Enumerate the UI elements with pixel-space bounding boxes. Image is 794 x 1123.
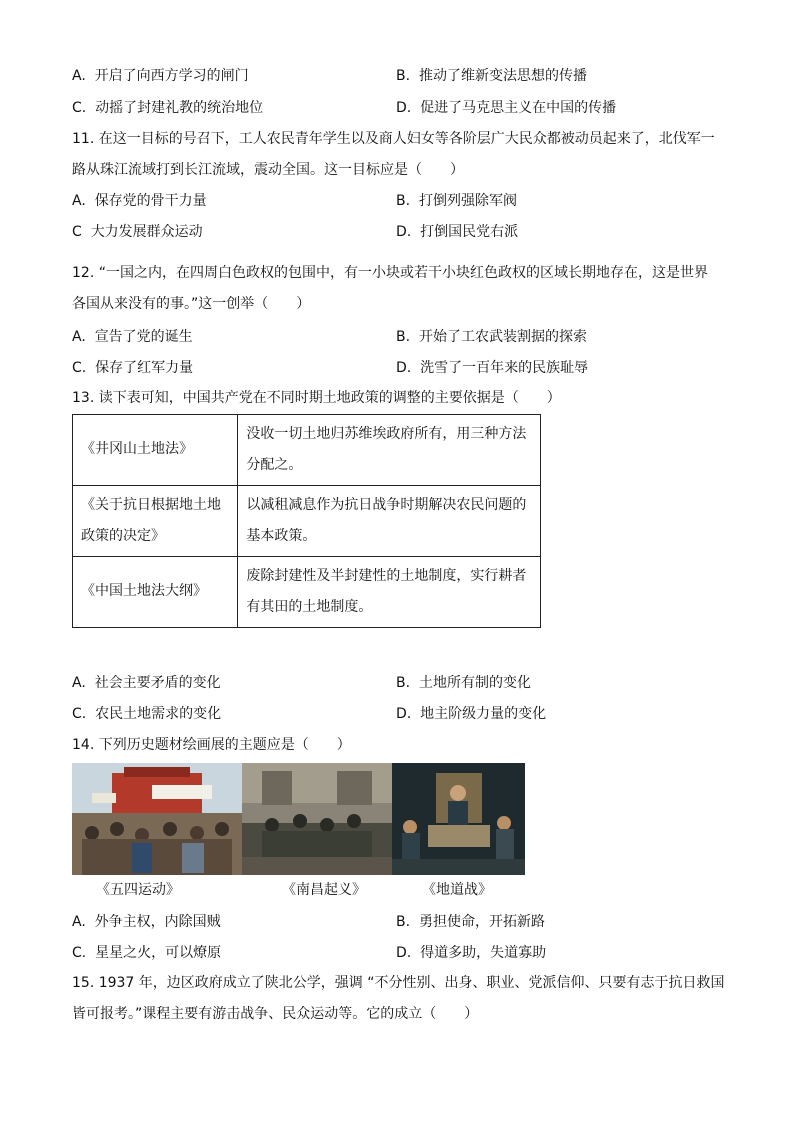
table-cell-desc: 以减租减息作为抗日战争时期解决农民问题的 基本政策。 bbox=[238, 486, 541, 557]
q11-option-b[interactable]: B. 打倒列强除军阀 bbox=[396, 193, 517, 209]
q14-option-d[interactable]: D. 得道多助，失道寡助 bbox=[396, 945, 547, 961]
table-cell-name: 《中国土地法大纲》 bbox=[73, 557, 238, 628]
q13-options-row-1 bbox=[72, 672, 722, 694]
q11-option-c[interactable]: C 大力发展群众运动 bbox=[72, 224, 203, 240]
q12-options-row-1 bbox=[72, 326, 722, 348]
table-cell-desc: 废除封建性及半封建性的土地制度，实行耕者 有其田的土地制度。 bbox=[238, 557, 541, 628]
table-cell-name: 《井冈山土地法》 bbox=[73, 415, 238, 486]
q13-stem: 13. 读下表可知，中国共产党在不同时期土地政策的调整的主要依据是（ ） bbox=[72, 390, 561, 406]
q10-option-a[interactable]: A. 开启了向西方学习的闸门 bbox=[72, 68, 249, 84]
q11-option-a[interactable]: A. 保存党的骨干力量 bbox=[72, 193, 207, 209]
q14-stem: 14. 下列历史题材绘画展的主题应是（ ） bbox=[72, 737, 351, 753]
table-row bbox=[73, 557, 541, 628]
q12-option-b[interactable]: B. 开始了工农武装割据的探索 bbox=[396, 329, 587, 345]
land-policy-table bbox=[72, 414, 541, 628]
table-row bbox=[73, 415, 541, 486]
painting-nanchang-uprising-image bbox=[242, 763, 392, 875]
q12-option-c[interactable]: C. 保存了红军力量 bbox=[72, 360, 194, 376]
q13-option-a[interactable]: A. 社会主要矛盾的变化 bbox=[72, 675, 221, 691]
q14-options-row-2 bbox=[72, 942, 722, 964]
q13-options-row-2 bbox=[72, 703, 722, 725]
painting-caption: 《五四运动》 bbox=[96, 882, 180, 898]
painting-tunnel-warfare-image bbox=[392, 763, 525, 875]
q13-option-d[interactable]: D. 地主阶级力量的变化 bbox=[396, 706, 547, 722]
q12-option-d[interactable]: D. 洗雪了一百年来的民族耻辱 bbox=[396, 360, 589, 376]
painting-caption: 《地道战》 bbox=[422, 882, 492, 898]
table-cell-desc: 没收一切土地归苏维埃政府所有，用三种方法 分配之。 bbox=[238, 415, 541, 486]
q14-option-c[interactable]: C. 星星之火，可以燎原 bbox=[72, 945, 222, 961]
q14-option-a[interactable]: A. 外争主权，内除国贼 bbox=[72, 914, 221, 930]
q12-stem: 12. “一国之内，在四周白色政权的包围中，有一小块或若干小块红色政权的区域长期地存在，这是世界 各国从来没有的事。”这一创举（ ） bbox=[72, 265, 708, 312]
q11-options-row-1 bbox=[72, 190, 722, 212]
table-row bbox=[73, 486, 541, 557]
q12-options-row-2 bbox=[72, 357, 722, 379]
q13-option-c[interactable]: C. 农民土地需求的变化 bbox=[72, 706, 222, 722]
q10-options-row-1 bbox=[72, 65, 722, 87]
q11-stem: 11. 在这一目标的号召下，工人农民青年学生以及商人妇女等各阶层广大民众都被动员起来了，北伐军一 路从珠江流域打到长江流域，震动全国。这一目标应是（ ） bbox=[72, 131, 715, 178]
q14-options-row-1 bbox=[72, 911, 722, 933]
q14-option-b[interactable]: B. 勇担使命，开拓新路 bbox=[396, 914, 545, 930]
table-cell-name: 《关于抗日根据地土地 政策的决定》 bbox=[73, 486, 238, 557]
painting-caption: 《南昌起义》 bbox=[282, 882, 366, 898]
q10-option-c[interactable]: C. 动摇了封建礼教的统治地位 bbox=[72, 100, 264, 116]
q10-option-b[interactable]: B. 推动了维新变法思想的传播 bbox=[396, 68, 587, 84]
q11-options-row-2 bbox=[72, 221, 722, 243]
q10-options-row-2 bbox=[72, 97, 722, 119]
q11-option-d[interactable]: D. 打倒国民党右派 bbox=[396, 224, 519, 240]
q10-option-d[interactable]: D. 促进了马克思主义在中国的传播 bbox=[396, 100, 617, 116]
q12-option-a[interactable]: A. 宣告了党的诞生 bbox=[72, 329, 193, 345]
paintings-group bbox=[72, 763, 532, 903]
painting-may-fourth-image bbox=[72, 763, 242, 875]
q13-option-b[interactable]: B. 土地所有制的变化 bbox=[396, 675, 531, 691]
q15-stem: 15. 1937 年，边区政府成立了陕北公学，强调 “不分性别、出身、职业、党派信仰、只要有志于抗日救国 皆可报考。”课程主要有游击战争、民众运动等。它的成立（ ） bbox=[72, 975, 725, 1022]
